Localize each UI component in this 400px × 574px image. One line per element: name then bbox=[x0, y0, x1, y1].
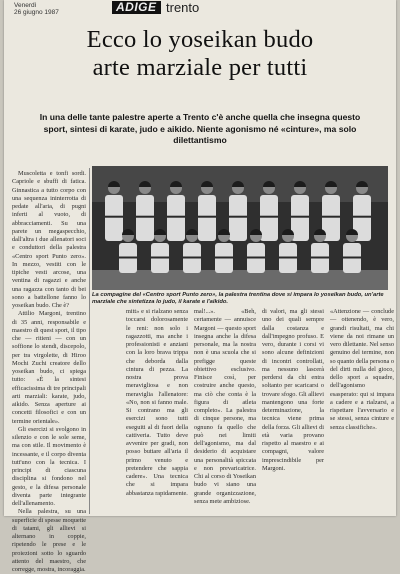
newspaper-edition: trento bbox=[166, 0, 200, 15]
newspaper-clipping bbox=[4, 0, 396, 573]
masthead-date-value: 26 giugno 1987 bbox=[14, 9, 59, 16]
article-headline bbox=[18, 26, 382, 82]
article-column-3: mal!...». «Beh, certamente — annuisce Margoni — questo sport insegna anche la difesa personale, ma la nostra non è una scuola che si prefigge queste obiettivo esclusivo. Finisce così, per costruire anche questo, ma ciò che conta è la figura di atleta completo». La palestra di cinque persone, ma ognuno fa quello che può nei limiti dell'agonismo, ma dal desiderio di acquistare una personalità spiccata e non prevaricatrice. Chi al corso di Yoseikan budo vi siano una grande organizzazione, senza mete ambiziose. bbox=[194, 308, 256, 505]
article-column-1 bbox=[12, 170, 86, 573]
column-divider bbox=[89, 168, 90, 514]
article-column-5: «Attenzione — conclude — ottenendo, è vero, grandi risultati, ma chi viene da noi rimane un vero dilettante. Nel senso genuino del termine, non so quanto della persona o del dirti nulla del gioco, dello sport a squadre, dell'agonismo esasperato: qui si impara a cadere e a rialzarsi, a rispettare l'avversario e se stessi, senza cinture e senza classifiche». bbox=[330, 308, 395, 431]
article-subhead: In una delle tante palestre aperte a Trento c'è anche quella che insegna questo sport, sintesi di karate, judo e aikido. Niente agonismo né «cinture», ma solo dilettantismo bbox=[39, 112, 361, 145]
masthead-day: Venerdì bbox=[14, 2, 37, 9]
column-1-paragraph: Muscoletta e tonfi sordi. Capriole e sbuffi di fatica. Ginnastica a tutto corpo con una sequenza ininterrotta di pedate all'aria, di pugni inferti al vuoto, di abbracciamenti. Su una parete un megaspecchio, dall'altra i due allenatori soci e conduttori della palestra «Centro sport Punto zero». In mezzo, vestiti con le tipiche vesti arcose, una ventina di ragazzi e anche una ragazza con tanto di bei sono a battellone fanno lo yoseikan budo. Che è? bbox=[12, 170, 86, 309]
column-1-paragraph: Attilio Margoni, trentino di 35 anni, responsabile e maestro di quest sport, il tipo che — ritieni — con un soffione lo stendi, discepolo, per tra virgolette, di Hiroo Mochi Zuchi creatore dello yoseikan budo, ci spiega tutto: «È la sintesi efficacissima di tre principali arti marziali: karate, judo, aikido. Senza aperture ai concetti filosofici e con un termine orientale». bbox=[12, 310, 86, 425]
column-1-paragraph: Gli esercizi si svolgono in silenzio e con le sole seme, ma con stile. Il movimento è incessante, e il corpo diventa tutt'uno con la tecnica. I principi di ciascuna disciplina si fondono nel gesto, e la difesa personale diventa parte integrante dell'allenamento. bbox=[12, 425, 86, 507]
masthead bbox=[14, 2, 386, 16]
article-column-4: di valori, ma gli stessi uno dei quali sempre dalla costanza e dall'impegno profuso. E vero, durante i corsi vi sono alcune definizioni di incontri controllati, ma nessuno lascerà perdersi da chi entra soltanto per scaricarsi o trovare sfogo. Gli allievi mantengono una forte determinazione, la tecnica viene prima della forza. Gli allievi di età varia provano rispetto al maestro e ai compagni, valore imprescindibile per Margoni. bbox=[262, 308, 324, 472]
headline-line-2: arte marziale per tutti bbox=[92, 54, 308, 81]
newspaper-logo: ADIGE bbox=[112, 1, 161, 14]
photo-caption: La compagine del «Centro sport Punto zero», la palestra trentina dove si impara lo yoseikan budo, un'arte marziale che sintetizza lo judo, il karate e l'aikido. bbox=[92, 292, 384, 305]
group-photo bbox=[92, 166, 388, 290]
column-1-paragraph: Nella palestra, su una superficie di spesse moquette di tatami, gli allievi si alternano in coppie, ripetendo le prese e le proiezioni sotto lo sguardo attento del maestro, che corregge, mostra, incoraggia. bbox=[12, 508, 86, 573]
masthead-date bbox=[14, 2, 59, 16]
headline-line-1: Ecco lo yoseikan budo bbox=[86, 26, 314, 53]
article-column-2: mitt» e si rialzano senza toccarsi dolorosamente le reni: non solo i ragazzotti, ma anche i professionisti e anziani con la loro brava trippa che deborda dalla cintura di pezza. La nostra prova meravigliosa e non meraviglia l'allenatore: «No, non si fanno male. Si contrano ma gli esercizi sono tutti eseguiti al di fuori della cattiveria. Tutto deve avvenire per gradi, non posso buttare all'aria il primo venuto e pretendere che sappia cadere». Una tecnica che si impara abbastanza rapidamente. bbox=[126, 308, 188, 497]
group-photo-icon bbox=[92, 166, 388, 290]
